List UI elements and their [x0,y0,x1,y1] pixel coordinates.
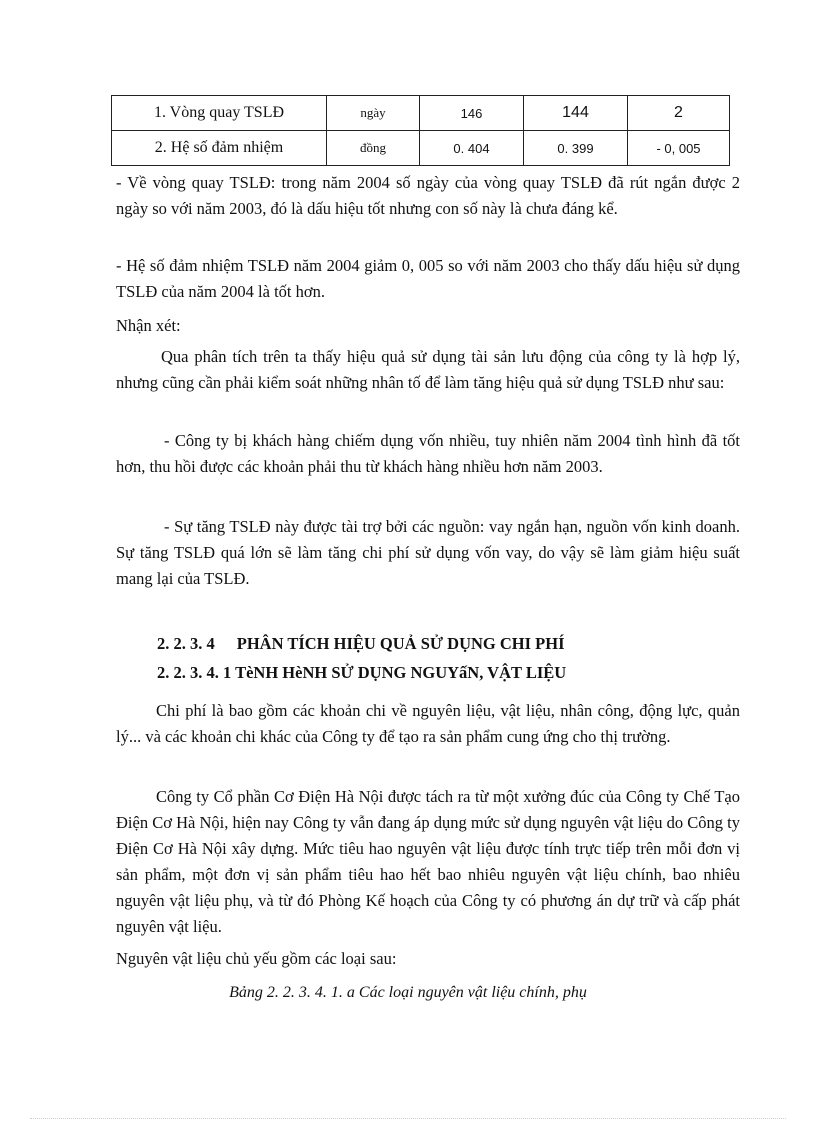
section-title: PHÂN TÍCH HIỆU QUẢ SỬ DỤNG CHI PHÍ [236,634,565,653]
section-number: 2. 2. 3. 4 [157,634,215,653]
table-row [112,96,730,131]
paragraph-materials-intro: Nguyên vật liệu chủ yếu gồm các loại sau: [116,949,397,968]
paragraph-remarks-label: Nhận xét: [116,316,181,335]
table-row [112,131,730,166]
row-unit: ngày [327,96,420,131]
value-2004: 144 [524,96,628,131]
efficiency-table [111,95,730,166]
row-unit: đồng [327,131,420,166]
paragraph-coefficient: - Hệ số đảm nhiệm TSLĐ năm 2004 giảm 0, 005 so với năm 2003 cho thấy dấu hiệu sử dụng TSLĐ của năm 2004 là tốt hơn. [116,256,740,301]
subsection-heading: 2. 2. 3. 4. 1 TèNH HèNH SỬ DỤNG NGUYấN, VẬT LIỆU [157,663,567,682]
paragraph-funding: - Sự tăng TSLĐ này được tài trợ bởi các nguồn: vay ngắn hạn, nguồn vốn kinh doanh. Sự tăng TSLĐ quá lớn sẽ làm tăng chi phí sử dụng vốn vay, do vậy sẽ làm giảm hiệu suất mang lại của TSLĐ. [116,517,740,588]
value-2003: 146 [420,96,524,131]
paragraph-receivables: - Công ty bị khách hàng chiếm dụng vốn nhiều, tuy nhiên năm 2004 tình hình đã tốt hơn, thu hồi được các khoản phải thu từ khách hàng nhiều hơn năm 2003. [116,431,740,476]
value-2004: 0. 399 [524,131,628,166]
table-caption: Bảng 2. 2. 3. 4. 1. a Các loại nguyên vật liệu chính, phụ [229,984,587,1001]
paragraph-company-materials: Công ty Cổ phần Cơ Điện Hà Nội được tách ra từ một xưởng đúc của Công ty Chế Tạo Điện Cơ Hà Nội, hiện nay Công ty vẫn đang áp dụng mức sử dụng nguyên vật liệu do Công ty Điện Cơ Hà Nội xây dựng. Mức tiêu hao nguyên vật liệu được tính trực tiếp trên mỗi đơn vị sản phẩm, một đơn vị sản phẩm tiêu hao hết bao nhiêu nguyên vật liệu chính, bao nhiêu nguyên vật liệu phụ, và từ đó Phòng Kế hoạch của Công ty có phương án dự trữ và cấp phát nguyên vật liệu. [116,787,740,936]
section-heading [157,634,565,654]
value-difference: - 0, 005 [628,131,730,166]
paragraph-cost-definition: Chi phí là bao gồm các khoản chi về nguyên liệu, vật liệu, nhân công, động lực, quản lý... và các khoản chi khác của Công ty để tạo ra sản phẩm cung ứng cho thị trường. [116,701,740,746]
page-footer-divider [30,1118,786,1119]
paragraph-analysis: Qua phân tích trên ta thấy hiệu quả sử dụng tài sản lưu động của công ty là hợp lý, nhưng cũng cần phải kiểm soát những nhân tố để làm tăng hiệu quả sử dụng TSLĐ như sau: [116,347,740,392]
value-difference: 2 [628,96,730,131]
row-label: 2. Hệ số đảm nhiệm [112,131,327,166]
row-label: 1. Vòng quay TSLĐ [112,96,327,131]
value-2003: 0. 404 [420,131,524,166]
paragraph-turnover: - Về vòng quay TSLĐ: trong năm 2004 số ngày của vòng quay TSLĐ đã rút ngắn được 2 ngày so với năm 2003, đó là dấu hiệu tốt nhưng con số này là chưa đáng kể. [116,173,740,218]
